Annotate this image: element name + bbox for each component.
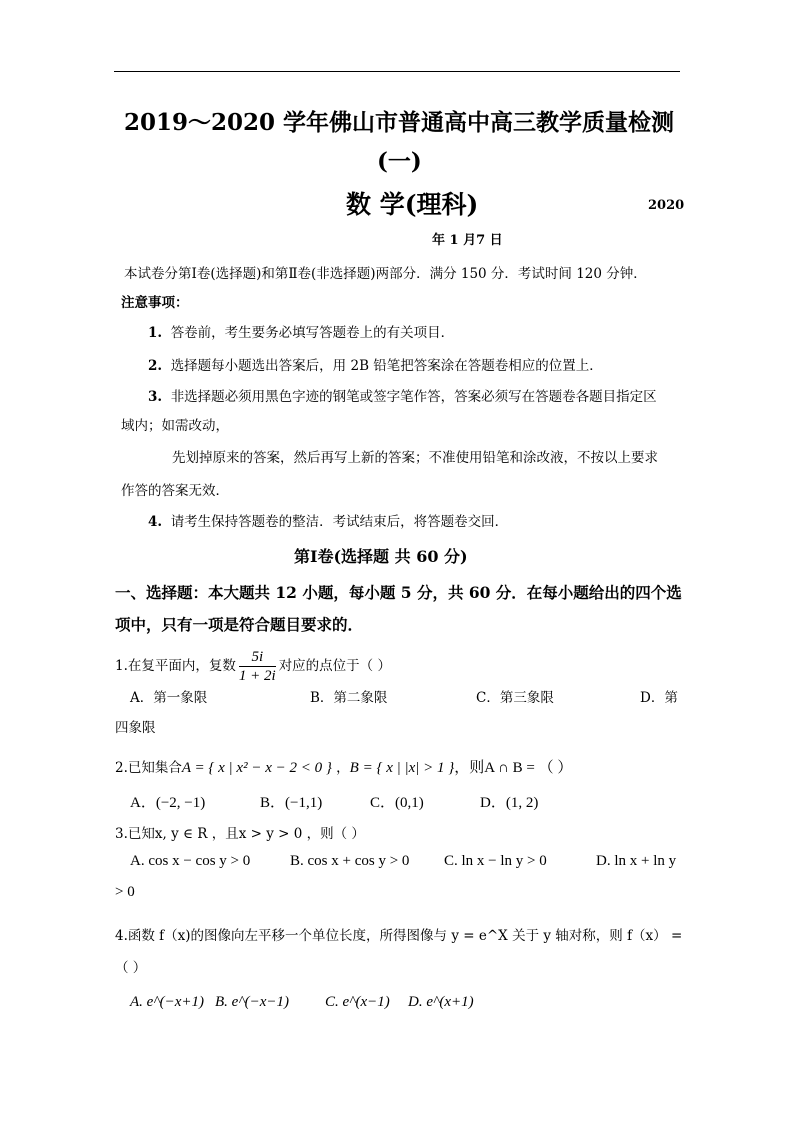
section-instructions-1: 一、选择题：本大题共 12 小题，每小题 5 分，共 60 分．在每小题给出的四个选	[115, 583, 682, 602]
question-2: 2.已知集合A = { x | x² − x − 2 < 0 } ，B = { x | |x| > 1 }，则A ∩ B = （ ）	[115, 760, 573, 776]
q1-option-d-wrap: 四象限	[115, 720, 156, 736]
q3-option-c: C. ln x − ln y > 0	[444, 853, 547, 869]
note-2: 2. 选择题每小题选出答案后，用 2B 铅笔把答案涂在答题卷相应的位置上．	[148, 358, 603, 374]
q3-option-d: D. ln x + ln y	[596, 853, 677, 869]
year-label: 2020	[648, 198, 685, 213]
note-3-line3: 先划掉原来的答案，然后再写上新的答案；不准使用铅笔和涂改液，不按以上要求	[172, 450, 658, 466]
question-1: 1.在复平面内，复数 $\frac{5i}{1 + 2i}$ 对应的点位于（ ）	[115, 649, 391, 684]
note-3-line4: 作答的答案无效．	[121, 483, 229, 499]
question-3: 3.已知x, y ∈ R ，且x > y > 0 ，则（ ）	[115, 826, 365, 842]
q2-option-a: A．(−2, −1)	[130, 795, 206, 811]
section-heading: 第Ⅰ卷(选择题 共 60 分)	[294, 547, 468, 566]
note-1: 1. 答卷前，考生要务必填写答题卷上的有关项目．	[148, 325, 455, 341]
q2-option-c: C．(0,1)	[370, 795, 424, 811]
q1-option-c: C．第三象限	[476, 690, 554, 706]
question-4-line2: （ ）	[115, 960, 147, 976]
q3-option-b: B. cos x + cos y > 0	[290, 853, 410, 869]
subject-title: 数 学(理科)	[346, 190, 479, 219]
q4-option-b: B. e^(−x−1)	[215, 994, 290, 1010]
exam-date: 年 1 月7 日	[432, 233, 503, 248]
notes-heading: 注意事项：	[121, 295, 189, 311]
q3-option-d-wrap: > 0	[115, 884, 135, 900]
section-instructions-2: 项中，只有一项是符合题目要求的．	[115, 615, 364, 634]
q3-option-a: A. cos x − cos y > 0	[130, 853, 251, 869]
exam-title-sub: (一)	[377, 148, 422, 175]
q1-option-a: A．第一象限	[130, 690, 208, 706]
top-rule	[114, 71, 680, 72]
q4-option-d: D. e^(x+1)	[408, 994, 474, 1010]
q1-option-d: D．第	[640, 690, 678, 706]
note-3: 3. 非选择题必须用黑色字迹的钢笔或签字笔作答，答案必须写在答题卷各题目指定区	[148, 389, 657, 405]
exam-title: 2019～2020 学年佛山市普通高中高三教学质量检测	[124, 109, 675, 136]
intro-text: 本试卷分第Ⅰ卷(选择题)和第Ⅱ卷(非选择题)两部分．满分 150 分．考试时间 120 分钟．	[124, 266, 647, 282]
note-3-line2: 域内；如需改动，	[121, 418, 229, 434]
q1-fraction: $\frac{5i}{1 + 2i}$	[238, 649, 276, 684]
q1-option-b: B．第二象限	[310, 690, 388, 706]
question-4-line1: 4.函数 f（x)的图像向左平移一个单位长度，所得图像与 y = e^X 关于 y 轴对称，则 f（x） =	[115, 928, 683, 944]
q4-option-a: A. e^(−x+1)	[130, 994, 205, 1010]
q2-option-d: D．(1, 2)	[480, 795, 539, 811]
q4-option-c: C. e^(x−1)	[325, 994, 390, 1010]
q2-option-b: B．(−1,1)	[260, 795, 323, 811]
note-4: 4. 请考生保持答题卷的整洁．考试结束后，将答题卷交回．	[148, 514, 509, 530]
